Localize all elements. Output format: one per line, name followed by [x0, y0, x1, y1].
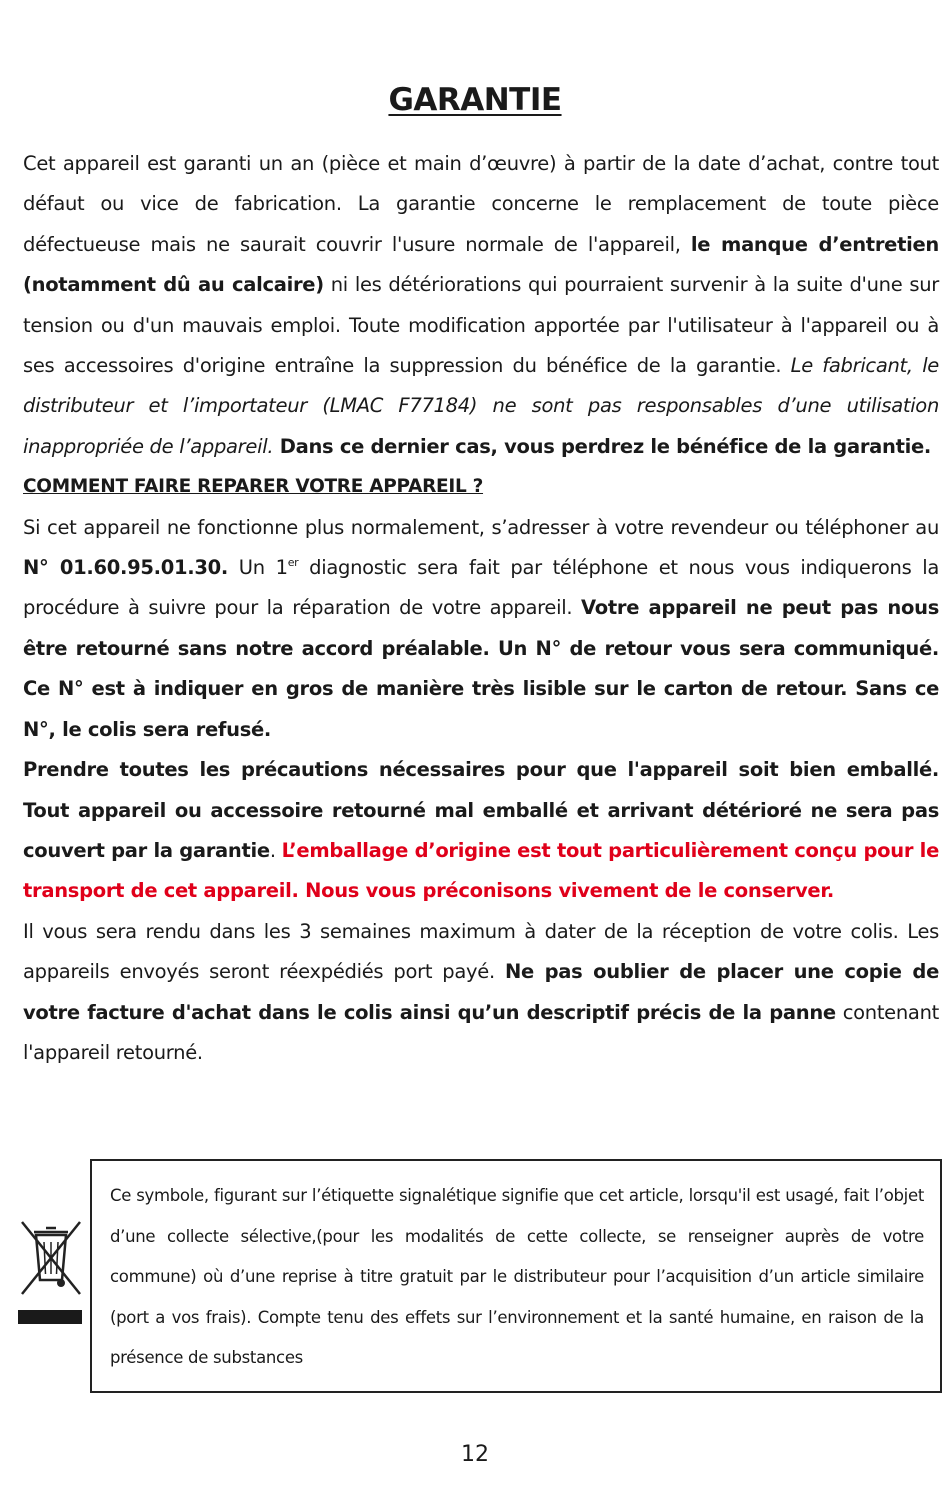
repair-paragraph [23, 508, 939, 750]
page-number: 12 [461, 1442, 489, 1467]
warranty-loss-note: Dans ce dernier cas, vous perdrez le bénéfice de la garantie. [273, 434, 932, 458]
packaging-instructions: Prendre toutes les précautions nécessaires pour que l'appareil soit bien emballé. Tout appareil ou accessoire retourné mal emballé et arrivant détérioré ne sera pas couvert par la garantie [23, 758, 939, 862]
warranty-text-span: Cet appareil est garanti un an (pièce et main d’œuvre) à partir de la date d’achat, contre tout défaut ou vice de fabrication. La garantie concerne le remplacement de toute pièce défectueuse mais ne saurait couvrir l'usure normale de l'appareil, [23, 152, 939, 256]
page-title: GARANTIE [388, 82, 562, 118]
return-instructions: Votre appareil ne peut pas nous être retourné sans notre accord préalable. Un N° de retour vous sera communiqué. Ce N° est à indiquer en gros de manière très lisible sur le carton de retour. Sans ce N°, le colis sera refusé. [23, 596, 939, 741]
repair-text-span: Un 1 [228, 556, 288, 580]
invoice-reminder: Ne pas oublier de placer une copie de votre facture d'achat dans le colis ainsi qu’un descriptif précis de la panne [23, 960, 939, 1024]
packaging-text-span: . [269, 838, 282, 862]
return-text-span: contenant l'appareil retourné. [23, 1000, 939, 1064]
repair-heading: COMMENT FAIRE REPARER VOTRE APPAREIL ? [23, 476, 484, 498]
liability-disclaimer: Le fabricant, le distributeur et l’importateur (LMAC F77184) ne sont pas responsables d’une utilisation inappropriée de l’appareil. [23, 354, 940, 458]
packaging-warning: L’emballage d’origine est tout particulièrement conçu pour le transport de cet appareil. Nous vous préconisons vivement de le conserver. [23, 838, 939, 903]
weee-notice-text: Ce symbole, figurant sur l’étiquette signalétique signifie que cet article, lorsqu'il est usagé, fait l’objet d’une collecte sélective,(pour les modalités de cette collecte, se renseigner auprès de votre commune) où d’une reprise à titre gratuit par le distributeur pour l’acquisition d’un article similaire (port a vos frais). Compte tenu des effets sur l’environnement et la santé humaine, en raison de la présence de substances [110, 1186, 924, 1367]
ordinal-superscript: er [287, 556, 299, 570]
crossed-out-wheelie-bin-icon [18, 1218, 84, 1328]
weee-notice-box [90, 1159, 942, 1393]
warranty-paragraph [23, 144, 939, 467]
repair-text-span: Si cet appareil ne fonctionne plus normalement, s’adresser à votre revendeur ou téléphoner au [23, 515, 939, 539]
return-text-span: Il vous sera rendu dans les 3 semaines maximum à dater de la réception de votre colis. Les appareils envoyés seront réexpédiés port payé. [23, 919, 939, 984]
warranty-text [23, 144, 939, 1073]
phone-number: N° 01.60.95.01.30. [23, 556, 229, 580]
packaging-paragraph [23, 750, 939, 912]
repair-text-span: diagnostic sera fait par téléphone et nous vous indiquerons la procédure à suivre pour la réparation de votre appareil. [23, 556, 939, 620]
return-paragraph [23, 912, 939, 1074]
maintenance-exclusion: le manque d’entretien (notamment dû au calcaire) [23, 232, 939, 297]
warranty-text-span: ni les détériorations qui pourraient survenir à la suite d'une sur tension ou d'un mauvais emploi. Toute modification apportée par l'utilisateur à l'appareil ou à ses accessoires d'origine entraîne la suppression du bénéfice de la garantie. [23, 273, 939, 378]
